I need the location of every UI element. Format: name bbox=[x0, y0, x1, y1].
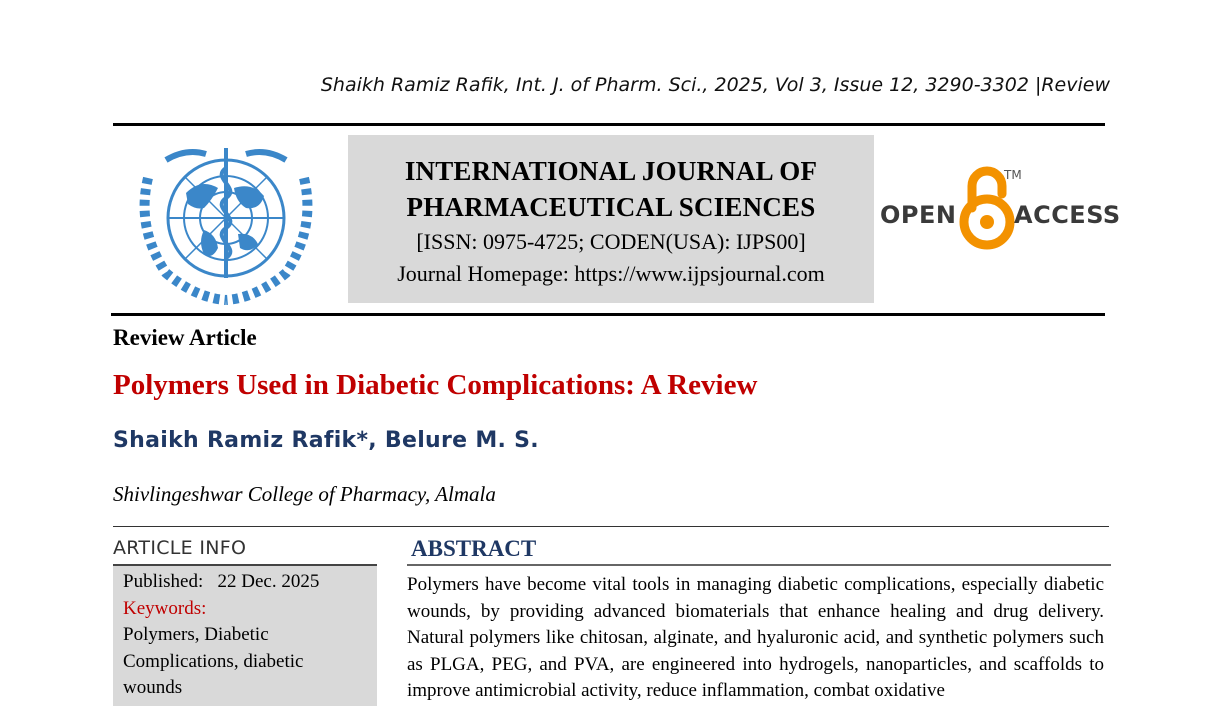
abstract-text: Polymers have become vital tools in managing diabetic complications, especially diabetic wounds, by providing advanced biomaterials that enhance healing and drug delivery. Natural polymers like chitosan, alginate, and hyaluronic acid, and synthetic polymers such as PLGA, PEG, and PVA, are engineered into hydrogels, nanoparticles, and scaffolds to improve antimicrobial activity, reduce inflammation, combat oxidative bbox=[407, 574, 1104, 701]
header-top-rule bbox=[113, 123, 1105, 126]
open-access-word1: OPEN bbox=[880, 201, 957, 229]
published-date: 22 Dec. 2025 bbox=[217, 571, 320, 592]
section-divider bbox=[113, 526, 1109, 527]
running-header: Shaikh Ramiz Rafik, Int. J. of Pharm. Sci., 2025, Vol 3, Issue 12, 3290-3302 |Review bbox=[320, 74, 1110, 96]
article-info-heading: ARTICLE INFO bbox=[113, 537, 247, 559]
un-emblem-icon bbox=[126, 138, 326, 306]
article-title: Polymers Used in Diabetic Complications: A Review bbox=[113, 369, 758, 401]
journal-issn: [ISSN: 0975-4725; CODEN(USA): IJPS00] bbox=[416, 229, 806, 254]
open-access-logo bbox=[880, 164, 1121, 254]
journal-name-line1: INTERNATIONAL JOURNAL OF bbox=[404, 156, 818, 186]
published-row bbox=[123, 569, 377, 596]
keywords-line3: wounds bbox=[123, 677, 183, 698]
abstract-heading: ABSTRACT bbox=[411, 536, 537, 561]
open-access-word2: ACCESS bbox=[1014, 201, 1121, 229]
journal-homepage: Journal Homepage: https://www.ijpsjournal.com bbox=[397, 261, 825, 286]
keywords-line2: Complications, diabetic bbox=[123, 650, 304, 672]
published-label: Published: bbox=[123, 571, 204, 592]
trademark-mark: TM bbox=[1004, 168, 1022, 182]
journal-name-line2: PHARMACEUTICAL SCIENCES bbox=[406, 192, 816, 222]
article-authors: Shaikh Ramiz Rafik*, Belure M. S. bbox=[113, 428, 539, 453]
article-type: Review Article bbox=[113, 325, 257, 350]
article-info-box bbox=[113, 566, 377, 706]
keywords-line1: Polymers, Diabetic bbox=[123, 624, 269, 645]
keywords-label: Keywords: bbox=[123, 597, 207, 619]
journal-banner bbox=[348, 135, 874, 303]
header-bottom-rule bbox=[111, 313, 1105, 316]
article-affiliation: Shivlingeshwar College of Pharmacy, Almala bbox=[113, 482, 496, 506]
abstract-rule bbox=[407, 564, 1111, 566]
